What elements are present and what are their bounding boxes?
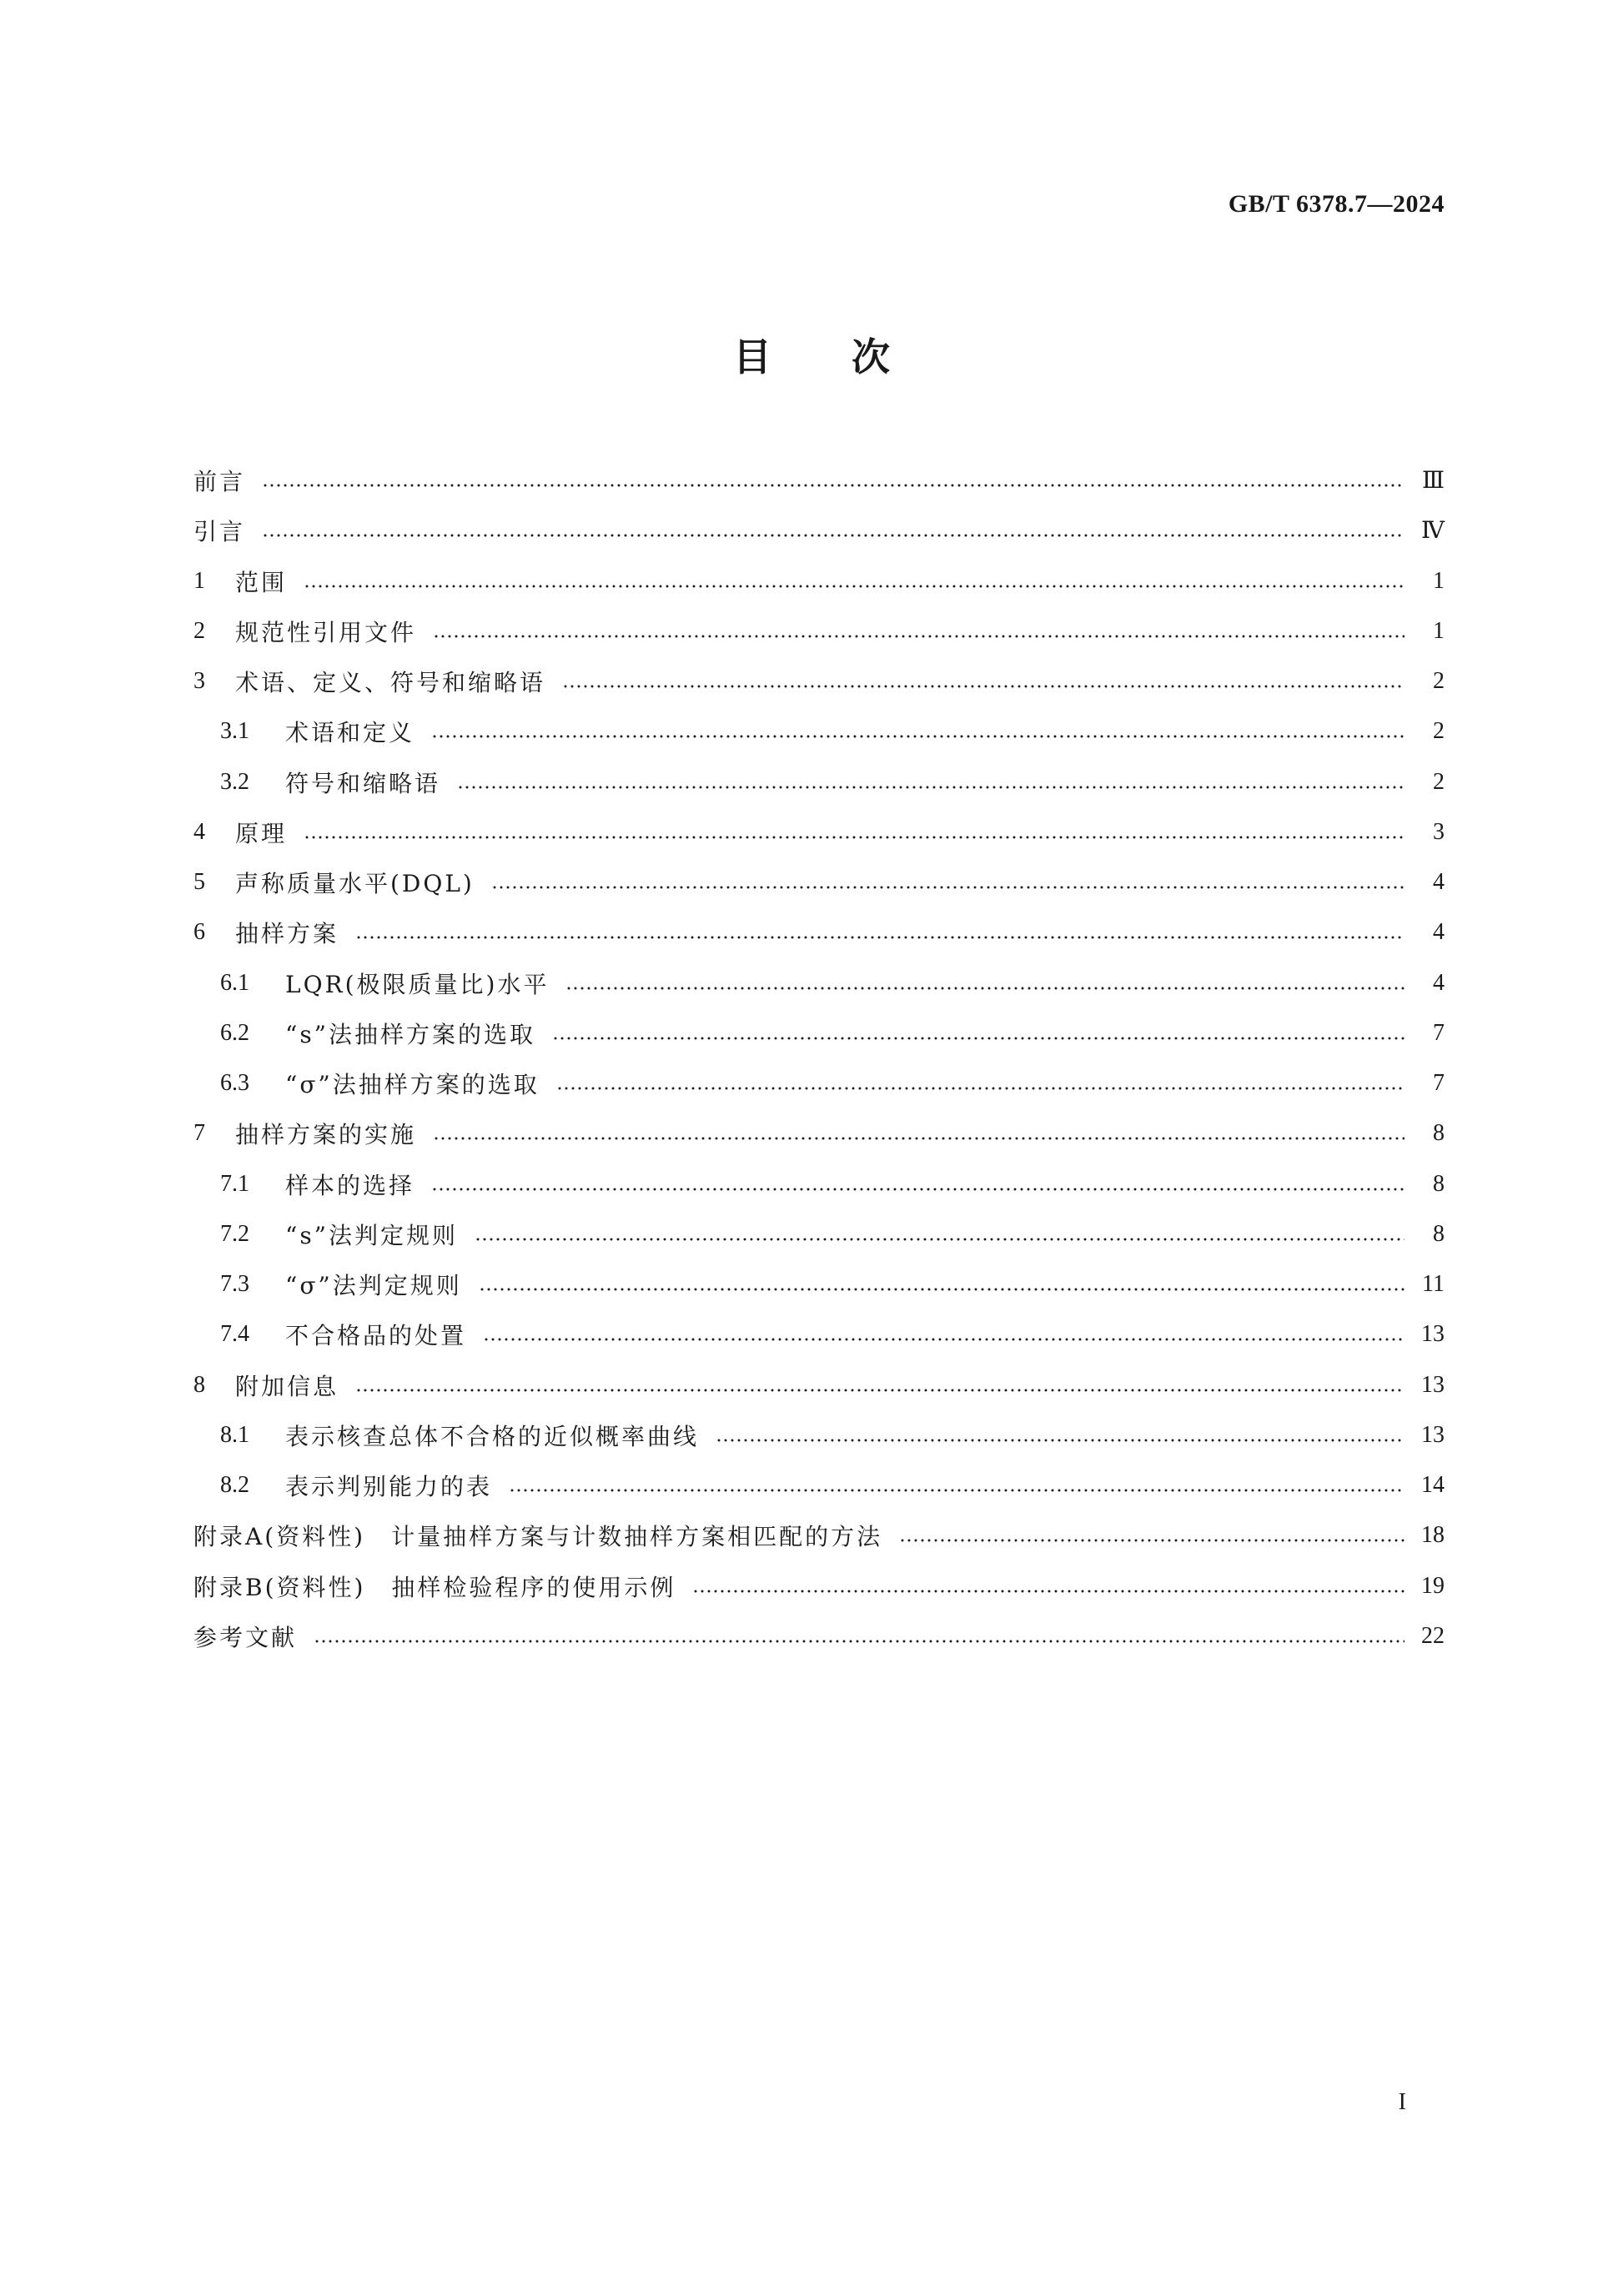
toc-entry[interactable] xyxy=(193,505,1445,555)
toc-entry-page: 7 xyxy=(1433,1070,1445,1097)
toc-entry-number: 6.2 xyxy=(220,1019,249,1046)
toc-entry[interactable] xyxy=(193,1360,1445,1410)
toc-entry[interactable] xyxy=(193,958,1445,1008)
dot-leader xyxy=(304,585,1404,588)
toc-entry-page: Ⅳ xyxy=(1421,518,1445,545)
toc-entry[interactable] xyxy=(193,907,1445,957)
toc-entry[interactable] xyxy=(193,757,1445,807)
toc-entry-label: “s”法判定规则 xyxy=(285,1221,458,1249)
toc-entry-label: 参考文献 xyxy=(193,1623,298,1651)
toc-entry-label: 附加信息 xyxy=(235,1372,339,1400)
toc-entry-page: 2 xyxy=(1433,718,1445,745)
toc-entry-number: 8 xyxy=(193,1371,205,1398)
toc-entry-page: 18 xyxy=(1421,1522,1445,1549)
toc-entry[interactable] xyxy=(193,1159,1445,1209)
toc-entry-page: 13 xyxy=(1421,1421,1445,1448)
dot-leader xyxy=(556,1087,1404,1090)
toc-entry[interactable] xyxy=(193,1561,1445,1611)
toc-entry-number: 2 xyxy=(193,617,205,644)
dot-leader xyxy=(475,1238,1404,1241)
toc-entry-number: 7.2 xyxy=(220,1220,249,1247)
page-number: I xyxy=(1398,2089,1406,2115)
dot-leader xyxy=(716,1439,1404,1442)
toc-entry-label: “σ”法判定规则 xyxy=(285,1272,462,1300)
toc-entry[interactable] xyxy=(193,1259,1445,1309)
toc-entry-label: 附录A(资料性) 计量抽样方案与计数抽样方案相匹配的方法 xyxy=(193,1523,883,1551)
toc-entry-label: 附录B(资料性) 抽样检验程序的使用示例 xyxy=(193,1573,676,1601)
toc-entry[interactable] xyxy=(193,807,1445,857)
toc-entry-number: 4 xyxy=(193,818,205,845)
toc-entry[interactable] xyxy=(193,656,1445,706)
toc-entry[interactable] xyxy=(193,1410,1445,1460)
toc-entry-label: 抽样方案的实施 xyxy=(235,1121,417,1149)
toc-entry-page: 19 xyxy=(1421,1572,1445,1599)
toc-entry[interactable] xyxy=(193,1460,1445,1510)
toc-entry-page: 4 xyxy=(1433,969,1445,996)
dot-leader xyxy=(483,1338,1404,1341)
dot-leader xyxy=(262,484,1404,487)
dot-leader xyxy=(431,1188,1404,1191)
dot-leader xyxy=(355,1389,1404,1392)
toc-entry-label: 表示核查总体不合格的近似概率曲线 xyxy=(285,1422,700,1450)
toc-entry[interactable] xyxy=(193,1008,1445,1058)
toc-entry-label: LQR(极限质量比)水平 xyxy=(285,970,550,998)
dot-leader xyxy=(692,1590,1404,1593)
dot-leader xyxy=(314,1640,1404,1643)
toc-entry-page: 22 xyxy=(1421,1622,1445,1649)
toc-entry-page: 8 xyxy=(1433,1170,1445,1197)
toc-entry-number: 3 xyxy=(193,668,205,695)
table-of-contents xyxy=(193,455,1445,1661)
dot-leader xyxy=(262,534,1404,537)
toc-entry-label: 样本的选择 xyxy=(285,1171,415,1199)
toc-entry-label: 表示判别能力的表 xyxy=(285,1473,493,1501)
toc-entry-number: 6 xyxy=(193,919,205,946)
toc-entry-page: 7 xyxy=(1433,1019,1445,1046)
toc-entry-page: 4 xyxy=(1433,869,1445,896)
toc-entry-page: 2 xyxy=(1433,768,1445,795)
dot-leader xyxy=(457,786,1404,789)
dot-leader xyxy=(304,836,1404,839)
dot-leader xyxy=(355,936,1404,939)
toc-entry[interactable] xyxy=(193,455,1445,505)
toc-entry-number: 7.4 xyxy=(220,1321,249,1348)
toc-entry-page: 4 xyxy=(1433,919,1445,946)
toc-entry-number: 3.2 xyxy=(220,768,249,795)
toc-entry-page: 2 xyxy=(1433,668,1445,695)
toc-entry-number: 8.1 xyxy=(220,1421,249,1448)
toc-entry-page: 3 xyxy=(1433,818,1445,845)
dot-leader xyxy=(565,987,1404,990)
toc-entry-label: 不合格品的处置 xyxy=(285,1322,467,1350)
toc-entry[interactable] xyxy=(193,556,1445,606)
page-title: 目次 xyxy=(733,334,970,379)
dot-leader xyxy=(433,635,1404,638)
toc-entry-number: 7 xyxy=(193,1120,205,1147)
toc-entry-label: 声称质量水平(DQL) xyxy=(235,870,475,898)
toc-entry-label: 前言 xyxy=(193,468,246,496)
toc-entry-label: 原理 xyxy=(235,819,288,847)
toc-entry[interactable] xyxy=(193,1510,1445,1560)
toc-entry-number: 3.1 xyxy=(220,718,249,745)
toc-entry-label: 引言 xyxy=(193,518,246,546)
toc-entry-label: 范围 xyxy=(235,568,288,596)
toc-entry-label: 抽样方案 xyxy=(235,920,339,948)
dot-leader xyxy=(491,886,1404,889)
toc-entry-number: 6.3 xyxy=(220,1070,249,1097)
toc-entry-page: 13 xyxy=(1421,1371,1445,1398)
toc-entry[interactable] xyxy=(193,1108,1445,1158)
toc-entry-page: 11 xyxy=(1422,1271,1445,1298)
toc-entry-label: 术语、定义、符号和缩略语 xyxy=(235,669,546,697)
toc-entry-page: 14 xyxy=(1421,1472,1445,1499)
toc-entry-page: Ⅲ xyxy=(1421,468,1445,495)
toc-entry-label: 符号和缩略语 xyxy=(285,769,441,797)
standard-number: GB/T 6378.7—2024 xyxy=(1228,190,1445,218)
dot-leader xyxy=(562,685,1404,688)
dot-leader xyxy=(509,1489,1404,1492)
toc-entry-label: 规范性引用文件 xyxy=(235,618,417,646)
toc-entry[interactable] xyxy=(193,1309,1445,1359)
toc-entry-number: 5 xyxy=(193,869,205,896)
toc-entry-number: 1 xyxy=(193,567,205,594)
toc-entry[interactable] xyxy=(193,606,1445,656)
toc-entry-page: 1 xyxy=(1433,567,1445,594)
dot-leader xyxy=(433,1137,1404,1140)
toc-entry-label: “σ”法抽样方案的选取 xyxy=(285,1071,540,1099)
toc-entry-page: 13 xyxy=(1421,1321,1445,1348)
toc-entry-page: 1 xyxy=(1433,617,1445,644)
toc-entry-label: 术语和定义 xyxy=(285,719,415,747)
toc-entry[interactable] xyxy=(193,857,1445,907)
toc-entry[interactable] xyxy=(193,706,1445,756)
toc-entry[interactable] xyxy=(193,1058,1445,1108)
dot-leader xyxy=(552,1037,1404,1040)
dot-leader xyxy=(431,735,1404,738)
toc-entry-number: 7.3 xyxy=(220,1271,249,1298)
toc-entry-number: 6.1 xyxy=(220,969,249,996)
toc-entry-number: 8.2 xyxy=(220,1472,249,1499)
toc-entry-number: 7.1 xyxy=(220,1170,249,1197)
toc-entry[interactable] xyxy=(193,1209,1445,1259)
toc-entry-page: 8 xyxy=(1433,1220,1445,1247)
dot-leader xyxy=(899,1539,1404,1542)
dot-leader xyxy=(479,1288,1404,1291)
toc-entry-page: 8 xyxy=(1433,1120,1445,1147)
toc-entry-label: “s”法抽样方案的选取 xyxy=(285,1020,535,1048)
toc-entry[interactable] xyxy=(193,1611,1445,1661)
